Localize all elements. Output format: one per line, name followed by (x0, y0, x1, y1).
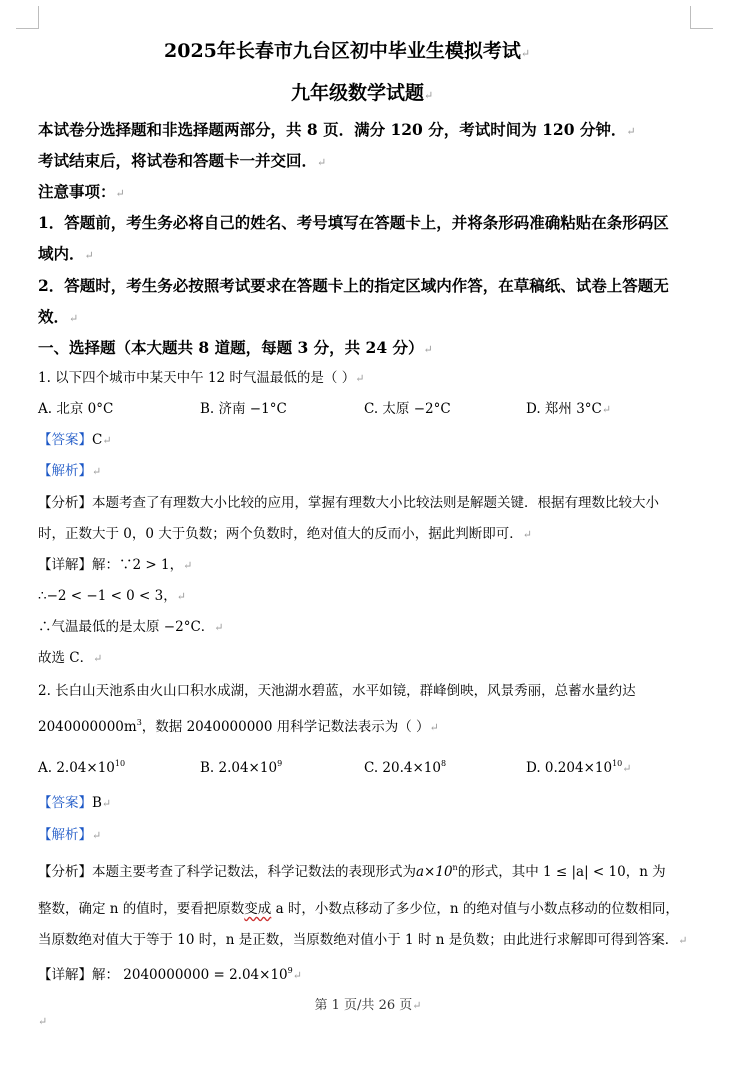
instruction-line: 2．答题时，考生务必按照考试要求在答题卡上的指定区域内作答，在草稿纸、试卷上答题无 (38, 276, 669, 295)
exam-title: 2025年长春市九台区初中毕业生模拟考试↵ (164, 40, 531, 62)
q2-option-b: B. $2.04\times 10^9$ (200, 759, 283, 776)
section-heading: 一、选择题（本大题共 8 道题，每题 3 分，共 24 分）↵ (38, 338, 433, 357)
q2-analysis-tag: 【解析】↵ (38, 827, 102, 843)
q1-answer: 【答案】C↵ (38, 432, 112, 448)
instruction-line: 本试卷分选择题和非选择题两部分，共 8 页．满分 120 分，考试时间为 120 分钟．↵ (38, 120, 636, 139)
q2-option-a: A. $2.04\times 10^{10}$ (38, 759, 126, 776)
q1-option-a: A. 北京 0°C (38, 401, 114, 417)
q2-fenxi-line: 【分析】本题主要考查了科学记数法，科学记数法的表现形式为$a\times 10^n$的形式，其中 1 ≤ |a| < 10，n 为 (38, 863, 666, 880)
q1-detail-line: 【详解】解：∵2 > 1，↵ (38, 557, 193, 573)
question-2-stem: $2040000000m^3$，数据 2040000000 用科学记数法表示为（ ）↵ (38, 718, 439, 735)
instruction-line: 域内．↵ (38, 244, 94, 263)
instruction-line: 考试结束后，将试卷和答题卡一并交回．↵ (38, 151, 327, 170)
q1-detail-line: 故选 C．↵ (38, 650, 103, 666)
question-2-stem: 2. 长白山天池系由火山口积水成湖，天池湖水碧蓝，水平如镜，群峰倒映，风景秀丽，总蓄水量约达 (38, 683, 636, 699)
trailing-paragraph-mark: ↵ (38, 1015, 48, 1028)
q1-detail-line: ∴−2 < −1 < 0 < 3，↵ (38, 588, 186, 604)
exam-subtitle: 九年级数学试题↵ (291, 82, 434, 104)
q1-option-b: B. 济南 −1°C (200, 401, 287, 417)
notes-heading: 注意事项：↵ (38, 182, 125, 201)
q2-fenxi-line: 整数，确定 n 的值时，要看把原数变成 a 时，小数点移动了多少位，n 的绝对值与小数点移动的位数相同， (38, 901, 679, 917)
page-corner-mark (690, 6, 713, 29)
q2-fenxi-line: 当原数绝对值大于等于 10 时，n 是正数，当原数绝对值小于 1 时 n 是负数；由此进行求解即可得到答案．↵ (38, 932, 688, 948)
page-corner-mark (16, 6, 39, 29)
q1-detail-line: ∴气温最低的是太原 −2°C．↵ (38, 619, 224, 635)
q1-fenxi-line: 【分析】本题考查了有理数大小比较的应用，掌握有理数大小比较法则是解题关键．根据有理数比较大小 (38, 495, 659, 511)
q1-fenxi-line: 时，正数大于 0，0 大于负数；两个负数时，绝对值大的反而小，据此判断即可．↵ (38, 526, 532, 542)
q1-analysis-tag: 【解析】↵ (38, 463, 102, 479)
instruction-line: 1．答题前，考生务必将自己的姓名、考号填写在答题卡上，并将条形码准确粘贴在条形码区 (38, 213, 669, 232)
q2-detail-line: 【详解】解： $2040000000 = 2.04\times 10^9↵$ (38, 966, 302, 983)
instruction-line: 效．↵ (38, 307, 79, 326)
q1-option-c: C. 太原 −2°C (364, 401, 451, 417)
page-footer: 第 1 页/共 26 页↵ (314, 998, 422, 1013)
q1-option-d: D. 郑州 3°C↵ (526, 401, 612, 417)
q2-option-c: C. $20.4\times 10^8$ (364, 759, 447, 776)
question-1-stem: 1. 以下四个城市中某天中午 12 时气温最低的是（ ）↵ (38, 370, 365, 386)
q2-answer: 【答案】B↵ (38, 795, 112, 811)
q2-option-d: D. $0.204\times 10^{10}↵$ (526, 759, 632, 776)
